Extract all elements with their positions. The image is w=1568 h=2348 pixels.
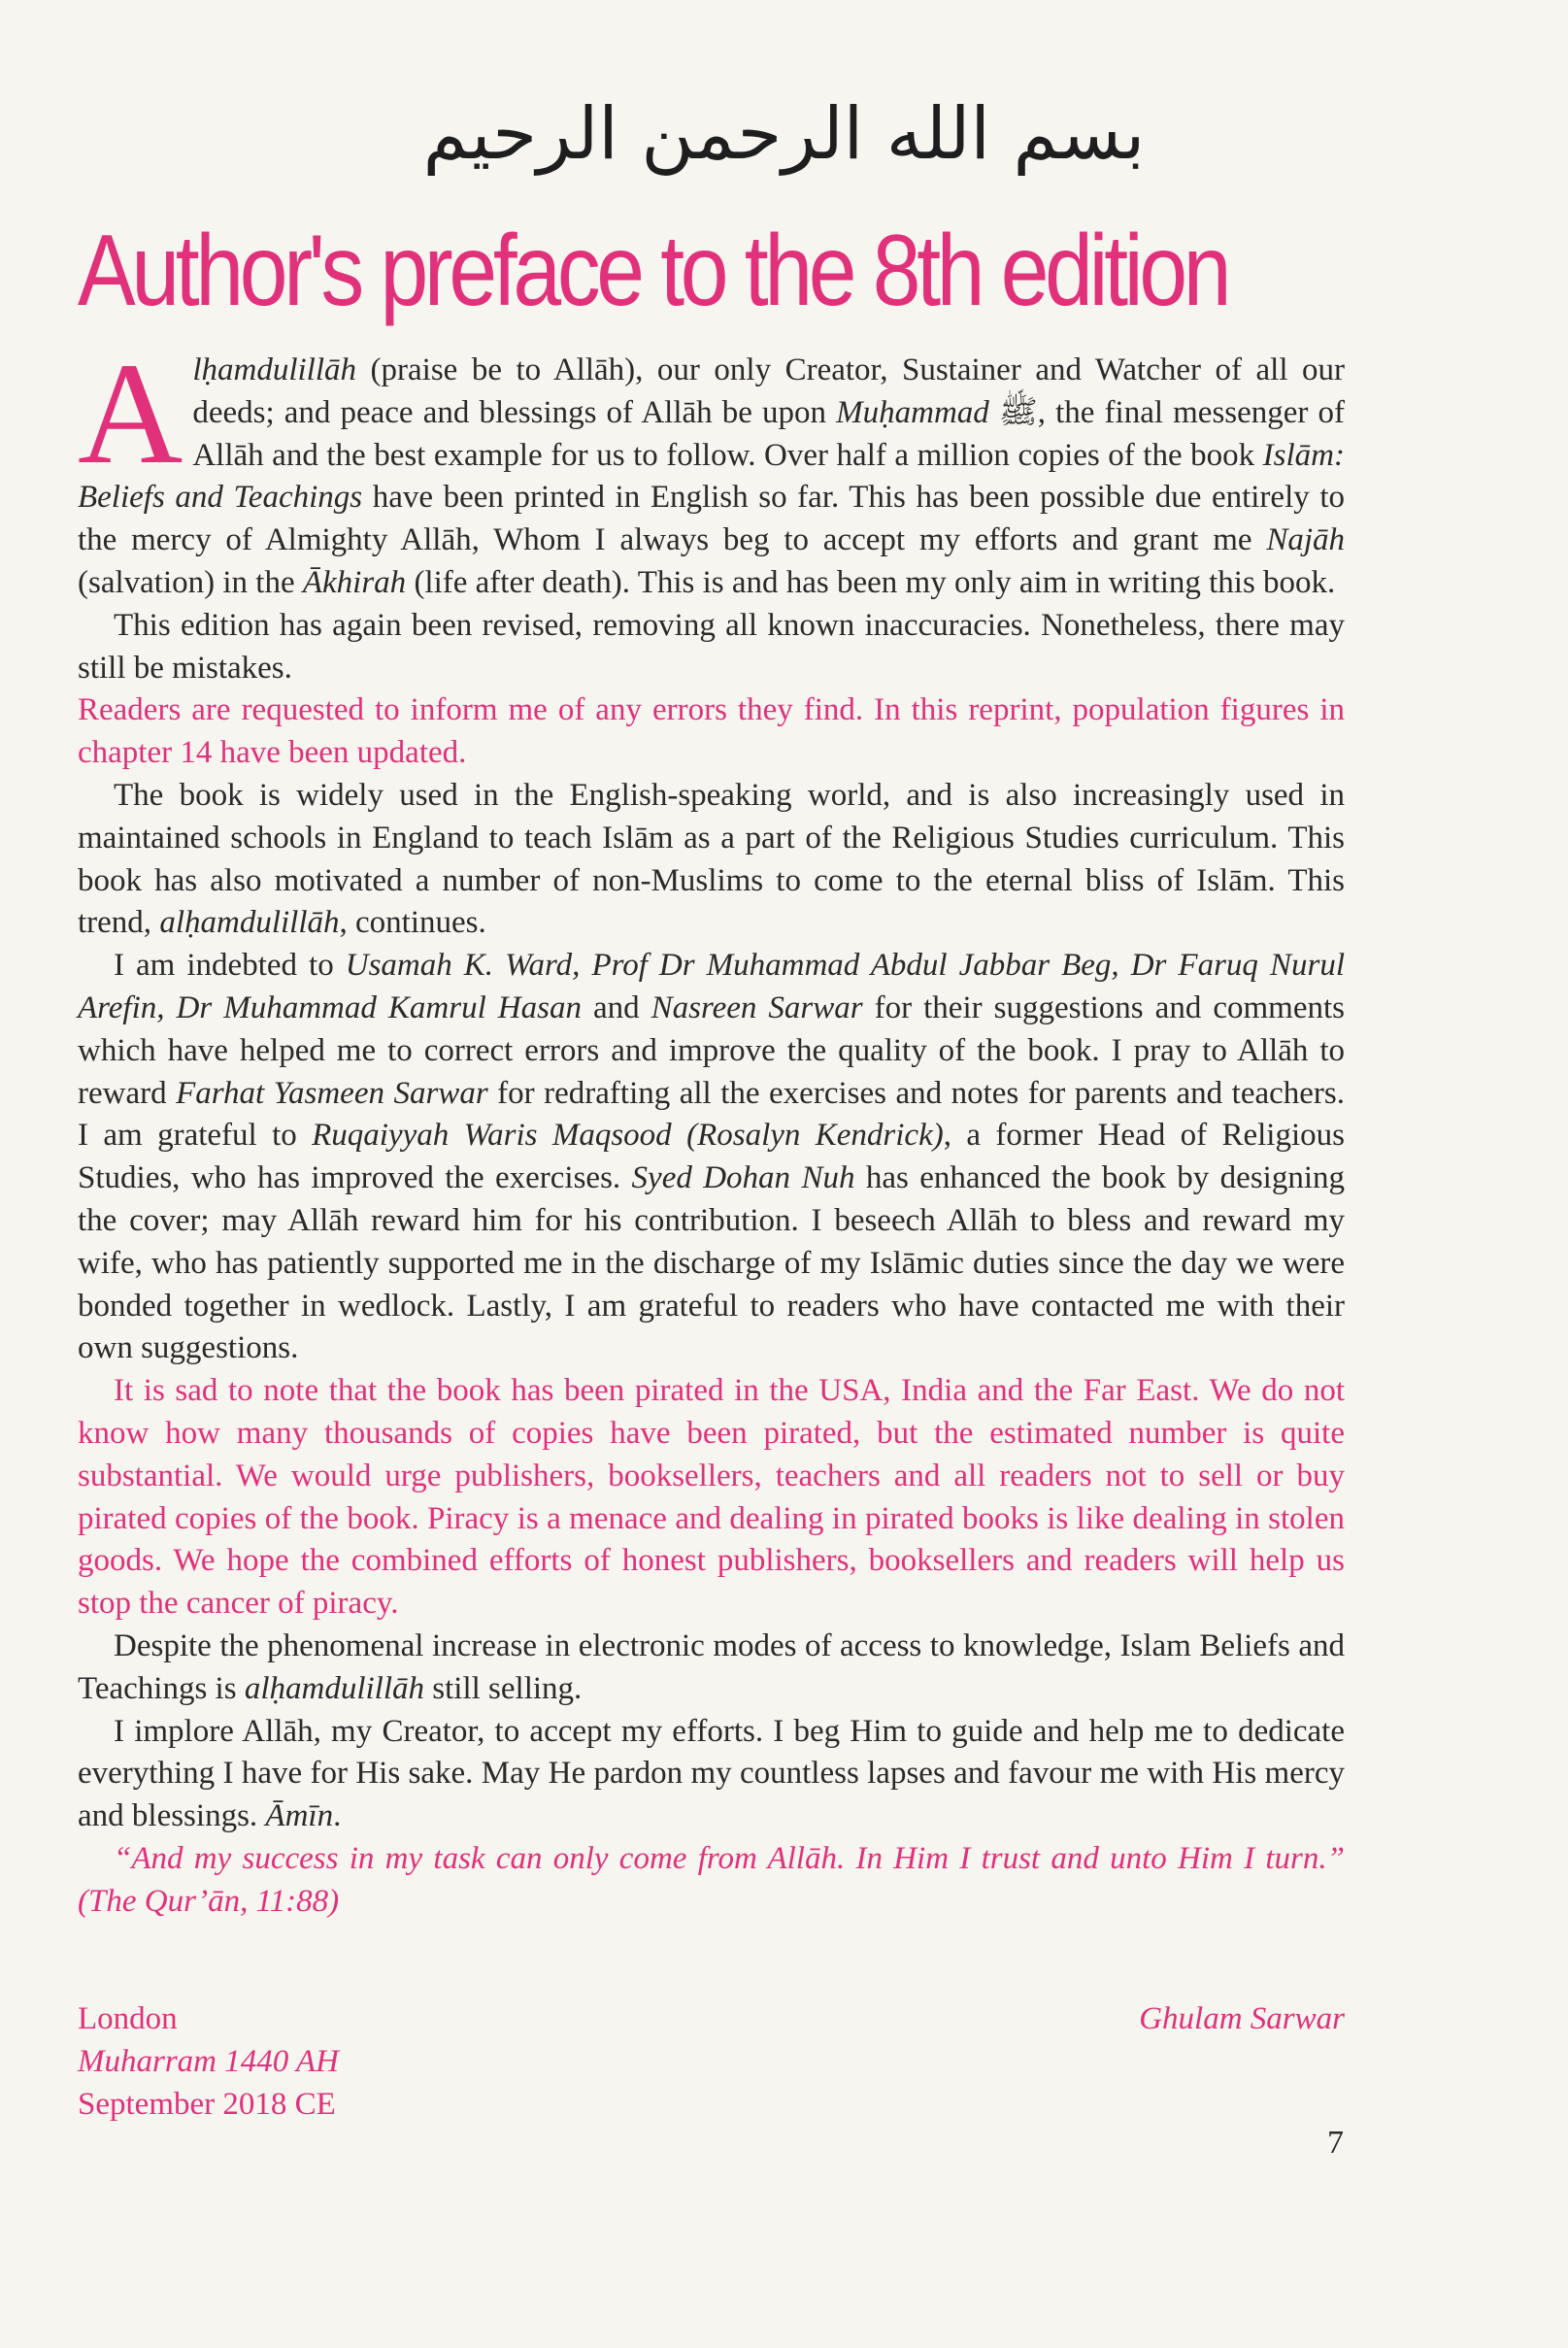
text-run: has enhanced the book by designing the cover; may Allāh reward him for his contribution. I beseech Allāh to bless and reward my wife, who has patiently supported me in the discharge of my Islāmic duties since the day we were bonded together in wedlock. Lastly, I am grateful to readers who have contacted me with their own suggestions. (78, 1160, 1346, 1366)
paragraph-revision: This edition has again been revised, removing all known inaccuracies. Nonetheless, there may still be mistakes. (78, 607, 1345, 686)
text-run: (praise be to Allāh), our only Creator, Sustainer and Watcher of all our deeds; and peace and blessings of Allāh be upon (192, 352, 1345, 430)
preface-body (78, 333, 1346, 1923)
paragraph-acknowledgements (78, 945, 1345, 1370)
term-akhirah: Ākhirah (302, 564, 407, 600)
quran-quote: “And my success in my task can only come from Allāh. In Him I trust and unto Him I turn.” (The Qur’ān, 11:88) (78, 1840, 1345, 1919)
signature-author: Ghulam Sarwar (1139, 2001, 1345, 2036)
page-number: 7 (1327, 2125, 1344, 2161)
text-run: Despite the phenomenal increase in electronic modes of access to knowledge, Islam Beliefs and Teachings is (78, 1627, 1345, 1706)
paragraph-reprint-note: Readers are requested to inform me of any errors they find. In this reprint, population figures in chapter 14 have been updated. (78, 692, 1345, 771)
book-title-ref: Islām: Beliefs and Teachings (78, 437, 1345, 516)
text-run: I am indebted to (114, 948, 346, 984)
basmala-calligraphy: بسم الله الرحمن الرحيم (422, 92, 1146, 176)
text-run: (life after death). This is and has been my only aim in writing this book. (406, 564, 1336, 600)
term-najah: Najāh (1266, 522, 1345, 558)
text-run: , a former Head of Religious Studies, who has improved the exercises. (78, 1118, 1345, 1196)
text-run: I implore Allāh, my Creator, to accept my efforts. I beg Him to guide and help me to dedicate everything I have for His sake. May He pardon my countless lapses and favour me with His mercy and blessings. (78, 1713, 1345, 1834)
signature-block (78, 1998, 1345, 2126)
text-run: still selling. (424, 1670, 583, 1706)
text-run: (salvation) in the (78, 564, 303, 600)
term-muhammad: Muḥammad (836, 394, 989, 430)
term-alhamdulillah: lḥamdulillāh (192, 352, 357, 387)
text-run: , continues. (339, 905, 486, 941)
name-nasreen: Nasreen Sarwar (651, 990, 863, 1025)
term-alhamdulillah: alḥamdulillāh (244, 1670, 425, 1706)
names-contributors: Usamah K. Ward, Prof Dr Muhammad Abdul Jabbar Beg, Dr Faruq Nurul Arefin, Dr Muhammad Kamrul Hasan (78, 948, 1345, 1025)
text-run: The book is widely used in the English-speaking world, and is also increasingly used in maintained schools in England to teach Islām as a part of the Religious Studies curriculum. This book has also motivated a number of non-Muslims to come to the eternal bliss of Islām. This trend, (78, 777, 1345, 941)
name-syed: Syed Dohan Nuh (631, 1160, 855, 1196)
text-run: for their suggestions and comments which have helped me to correct errors and improve the quality of the book. I pray to Allāh to reward (78, 990, 1345, 1111)
name-farhat: Farhat Yasmeen Sarwar (176, 1075, 488, 1111)
drop-cap: A (78, 333, 183, 494)
page-title: Author's preface to the 8th edition (78, 215, 1228, 327)
text-run: for redrafting all the exercises and notes for parents and teachers. I am grateful to (78, 1075, 1346, 1154)
text-run: . (333, 1798, 342, 1834)
signature-place: London (78, 2001, 178, 2036)
paragraph-intro (78, 333, 1346, 605)
signature-date: September 2018 CE (78, 2086, 336, 2122)
text-run: have been printed in English so far. This has been possible due entirely to the mercy of Almighty Allāh, Whom I always beg to accept my efforts and grant me (78, 480, 1346, 558)
paragraph-piracy: It is sad to note that the book has been pirated in the USA, India and the Far East. We do not know how many thousands of copies have been pirated, but the estimated number is quite substantial. We would urge publishers, booksellers, teachers and all readers not to sell or buy pirated copies of the book. Piracy is a menace and dealing in pirated books is like dealing in stolen goods. We hope the combined efforts of honest publishers, booksellers and readers will help us stop the cancer of piracy. (78, 1373, 1345, 1622)
paragraph-electronic (78, 1626, 1345, 1711)
term-amin: Āmīn (265, 1798, 334, 1834)
text-run: ﷺ, the final messenger of Allāh and the best example for us to follow. Over half a million copies of the book (192, 394, 1346, 473)
text-run: and (581, 990, 651, 1025)
signature-hijri-date: Muharram 1440 AH (78, 2043, 339, 2079)
paragraph-prayer (78, 1711, 1345, 1838)
name-ruqaiyyah: Ruqaiyyah Waris Maqsood (Rosalyn Kendrick) (312, 1118, 944, 1154)
term-alhamdulillah: alḥamdulillāh (159, 905, 340, 941)
paragraph-usage (78, 775, 1345, 945)
